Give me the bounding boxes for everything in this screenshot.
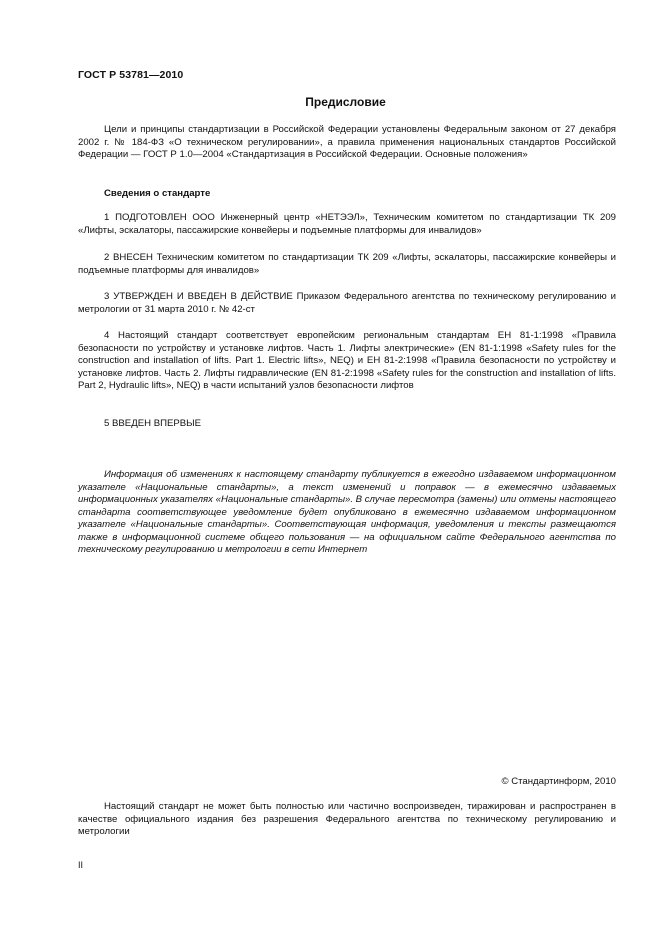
item-4: 4 Настоящий стандарт соответствует европейским региональным стандартам ЕН 81-1:1998 «Правила безопасности по устройству и установке лифтов. Часть 1. Лифты электрические» (EN 81-1:1998 «Safety rules for the construction and installation of lifts. Part 1. Electric lifts», NEQ) и ЕН 81-2:1998 «Правила безопасности по устройству и установке лифтов. Часть 2. Лифты гидравлические (EN 81-2:1998 «Safety rules for the construction and installation of lifts. Part 2, Hydraulic lifts», NEQ) в части испытаний узлов безопасности лифтов — [78, 330, 616, 391]
page-number: II — [78, 860, 84, 870]
item-5: 5 ВВЕДЕН ВПЕРВЫЕ — [104, 418, 202, 429]
page-title: Предисловие — [305, 95, 386, 109]
document-code: ГОСТ Р 53781—2010 — [78, 69, 184, 81]
reproduction-notice: Настоящий стандарт не может быть полностью или частично воспроизведен, тиражирован и распространен в качестве официального издания без разрешения Федерального агентства по техническому регулированию и метрологии — [78, 801, 616, 837]
intro-paragraph: Цели и принципы стандартизации в Российской Федерации установлены Федеральным законом от 27 декабря 2002 г. № 184-ФЗ «О техническом регулировании», а правила применения национальных стандартов Российской Федерации — ГОСТ Р 1.0—2004 «Стандартизация в Российской Федерации. Основные положения» — [78, 124, 616, 160]
item-2: 2 ВНЕСЕН Техническим комитетом по стандартизации ТК 209 «Лифты, эскалаторы, пассажирские конвейеры и подъемные платформы для инвалидов» — [78, 252, 616, 276]
info-notice: Информация об изменениях к настоящему стандарту публикуется в ежегодно издаваемом информационном указателе «Национальные стандарты», а текст изменений и поправок — в ежемесячно издаваемых информационных указателях «Национальные стандарты». В случае пересмотра (замены) или отмены настоящего стандарта соответствующее уведомление будет опубликовано в ежемесячно издаваемом информационном указателе «Национальные стандарты». Соответствующая информация, уведомления и тексты размещаются также в информационной системе общего пользования — на официальном сайте Федерального агентства по техническому регулированию и метрологии в сети Интернет — [78, 469, 616, 555]
item-3: 3 УТВЕРЖДЕН И ВВЕДЕН В ДЕЙСТВИЕ Приказом Федерального агентства по техническому регулированию и метрологии от 31 марта 2010 г. № 42-ст — [78, 291, 616, 315]
copyright: © Стандартинформ, 2010 — [501, 776, 616, 787]
item-1: 1 ПОДГОТОВЛЕН ООО Инженерный центр «НЕТЭЭЛ», Техническим комитетом по стандартизации ТК 209 «Лифты, эскалаторы, пассажирские конвейеры и подъемные платформы для инвалидов» — [78, 212, 616, 236]
about-heading: Сведения о стандарте — [104, 188, 211, 199]
